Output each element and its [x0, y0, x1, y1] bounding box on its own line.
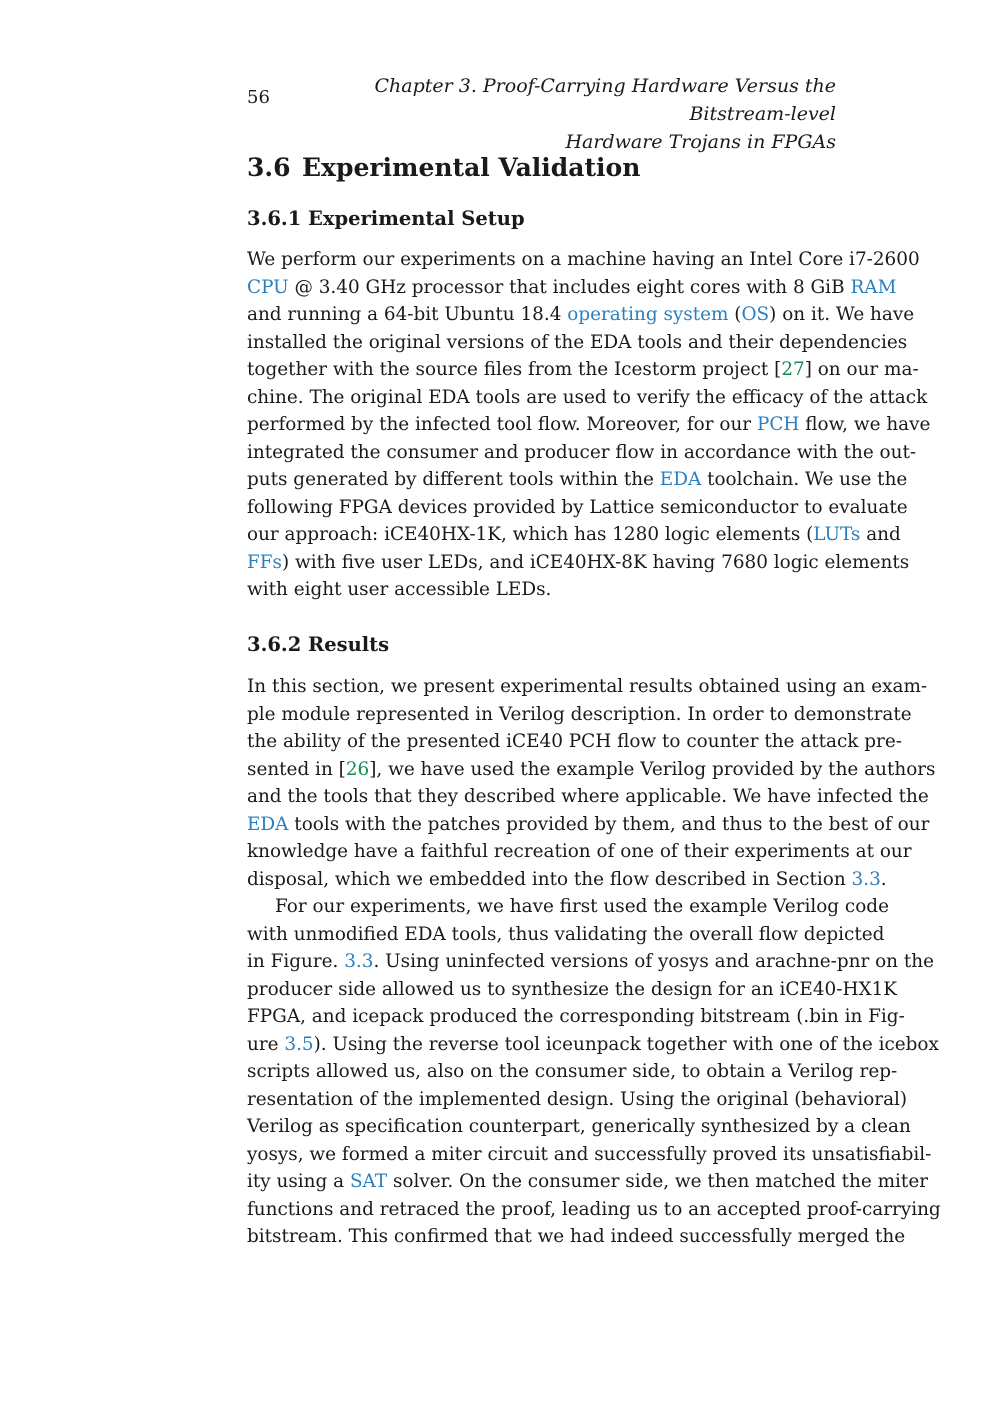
text-run: and: [860, 524, 901, 545]
glossary-link-eda[interactable]: EDA: [659, 469, 702, 490]
text-line: yosys, we formed a miter circuit and successfully proved its unsatisfiabil-: [247, 1143, 932, 1165]
citation-link-26[interactable]: 26: [345, 758, 370, 780]
text-run: together with the source files from the Icestorm project [: [247, 359, 782, 380]
text-run: ], we have used the example Verilog provided by the authors: [369, 758, 936, 780]
text-run: @ 3.40 GHz processor that includes eight cores with 8 GiB: [288, 276, 851, 298]
text-line: [247, 1031, 939, 1059]
text-run: tools with the patches provided by them, and thus to the best of our: [288, 813, 930, 835]
section-link-3-3[interactable]: 3.3: [851, 868, 881, 890]
running-title-line2: Hardware Trojans in FPGAs: [565, 131, 836, 153]
text-line: knowledge have a faithful recreation of one of their experiments at our: [247, 841, 912, 862]
subsection-heading-results: [247, 633, 836, 656]
text-run: . Using uninfected versions of yosys and arachne-pnr on the: [373, 951, 934, 972]
text-line: [247, 948, 934, 976]
glossary-link-os[interactable]: OS: [741, 304, 770, 325]
text-line: producer side allowed us to synthesize the design for an iCE40-HX1K: [247, 978, 898, 1000]
paragraph-setup: [247, 246, 931, 604]
text-run: flow, we have: [799, 414, 931, 435]
text-line: with eight user accessible LEDs.: [247, 579, 552, 600]
text-line: [247, 411, 931, 439]
text-run: ] on our ma-: [804, 359, 919, 380]
section-number: 3.6: [247, 153, 291, 182]
figure-link-3-3[interactable]: 3.3: [344, 951, 374, 972]
text-line: FPGA, and icepack produced the corresponding bitstream (.bin in Fig-: [247, 1006, 905, 1027]
text-run: solver. On the consumer side, we then matched the miter: [387, 1171, 928, 1192]
text-run: toolchain. We use the: [701, 469, 908, 490]
subsection-number: 3.6.2: [247, 633, 302, 656]
text-run: our approach: iCE40HX-1K, which has 1280 logic elements (: [247, 524, 814, 545]
text-run: ity using a: [247, 1171, 350, 1192]
text-line: scripts allowed us, also on the consumer side, to obtain a Verilog rep-: [247, 1061, 898, 1082]
text-line: Verilog as specification counterpart, generically synthesized by a clean: [247, 1116, 911, 1137]
text-line: ple module represented in Verilog description. In order to demonstrate: [247, 703, 912, 725]
text-line: integrated the consumer and producer flow in accordance with the out-: [247, 441, 917, 463]
text-run: ) with five user LEDs, and iCE40HX-8K having 7680 logic elements: [281, 551, 910, 573]
text-line: with unmodified EDA tools, thus validating the overall flow depicted: [247, 923, 885, 945]
text-line: functions and retraced the proof, leading us to an accepted proof-carrying: [247, 1198, 941, 1220]
glossary-link-eda[interactable]: EDA: [247, 813, 289, 835]
text-line: We perform our experiments on a machine having an Intel Core i7-2600: [247, 249, 920, 270]
figure-link-3-5[interactable]: 3.5: [284, 1033, 314, 1055]
glossary-link-cpu[interactable]: CPU: [247, 276, 289, 298]
text-run: sented in [: [247, 758, 346, 780]
citation-link-27[interactable]: 27: [781, 359, 805, 380]
text-line: bitstream. This confirmed that we had indeed successfully merged the: [247, 1226, 906, 1247]
text-line: following FPGA devices provided by Lattice semiconductor to evaluate: [247, 496, 908, 518]
text-line: [247, 274, 897, 302]
text-line: In this section, we present experimental results obtained using an exam-: [247, 676, 928, 697]
text-line: [247, 356, 919, 384]
text-line: [247, 549, 910, 577]
text-run: (: [728, 304, 742, 325]
text-line: installed the original versions of the EDA tools and their dependencies: [247, 331, 908, 353]
text-line: and the tools that they described where applicable. We have infected the: [247, 786, 929, 807]
text-run: in Figure.: [247, 951, 345, 972]
text-run: disposal, which we embedded into the flow described in Section: [247, 868, 852, 890]
text-run: ure: [247, 1033, 285, 1055]
glossary-link-operating-system[interactable]: operating system: [567, 304, 729, 325]
text-run: performed by the infected tool flow. Moreover, for our: [247, 414, 757, 435]
running-header: [276, 72, 836, 156]
text-line: [247, 1168, 928, 1196]
section-heading: [247, 153, 836, 182]
text-line: [247, 466, 908, 494]
glossary-link-sat[interactable]: SAT: [349, 1171, 388, 1192]
running-title-line1: Chapter 3. Proof-Carrying Hardware Versus the Bitstream-level: [374, 75, 836, 125]
paragraph-results-intro: [247, 673, 936, 893]
text-line: [247, 301, 915, 329]
text-line: [247, 811, 930, 839]
text-run: puts generated by different tools within the: [247, 469, 660, 490]
glossary-link-luts[interactable]: LUTs: [813, 524, 861, 545]
text-line: [247, 521, 901, 549]
text-line: chine. The original EDA tools are used to verify the efficacy of the attack: [247, 386, 928, 408]
text-line: [247, 756, 936, 784]
page-number: 56: [247, 87, 270, 108]
text-run: ). Using the reverse tool iceunpack together with one of the icebox: [313, 1033, 939, 1055]
subsection-heading-setup: [247, 207, 836, 230]
text-run: and running a 64-bit Ubuntu 18.4: [247, 304, 568, 325]
text-run: ) on it. We have: [769, 304, 915, 325]
text-line: [247, 866, 887, 894]
text-line: resentation of the implemented design. Using the original (behavioral): [247, 1088, 908, 1110]
text-run: .: [880, 868, 887, 890]
text-line: the ability of the presented iCE40 PCH flow to counter the attack pre-: [247, 731, 902, 752]
glossary-link-ffs[interactable]: FFs: [247, 551, 282, 573]
text-line: For our experiments, we have first used the example Verilog code: [275, 896, 889, 917]
subsection-title: Results: [308, 633, 390, 656]
subsection-title: Experimental Setup: [308, 207, 525, 230]
paragraph-results-experiments: [247, 893, 941, 1251]
glossary-link-pch[interactable]: PCH: [756, 414, 800, 435]
section-title: Experimental Validation: [302, 153, 641, 182]
subsection-number: 3.6.1: [247, 207, 302, 230]
glossary-link-ram[interactable]: RAM: [850, 276, 897, 298]
